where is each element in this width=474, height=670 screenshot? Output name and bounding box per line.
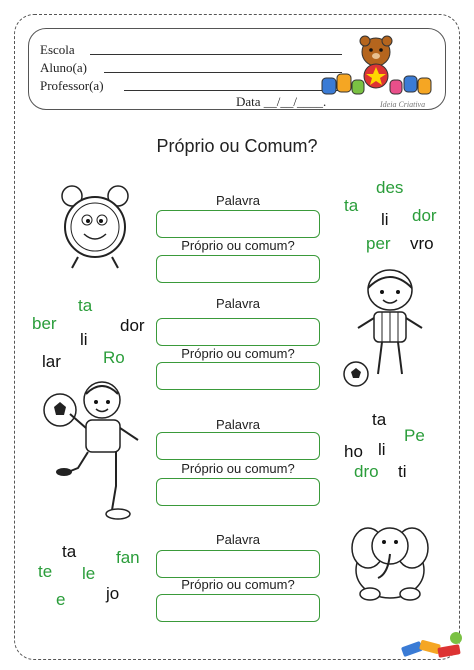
- syllable: dro: [354, 462, 379, 481]
- word-box-4[interactable]: [156, 550, 320, 578]
- teacher-line: [40, 78, 340, 94]
- syllable: ti: [398, 462, 407, 481]
- word-label-4: Palavra: [215, 532, 261, 547]
- teacher-label: Professor(a): [40, 78, 104, 93]
- answer-box-2[interactable]: [156, 362, 320, 390]
- date-line: [236, 94, 326, 110]
- question-label-4: Próprio ou comum?: [181, 577, 295, 592]
- answer-box-1[interactable]: [156, 255, 320, 283]
- student-label: Aluno(a): [40, 60, 87, 75]
- syllable: li: [378, 440, 386, 459]
- brand-signature: Ideia Criativa: [380, 100, 426, 109]
- date-label: Data: [236, 94, 261, 109]
- page-title: Próprio ou Comum?: [156, 136, 318, 156]
- syllable: jo: [106, 584, 120, 603]
- syllable: lar: [42, 352, 61, 371]
- question-label-1: Próprio ou comum?: [181, 238, 295, 253]
- syllable: ta: [62, 542, 77, 561]
- school-label: Escola: [40, 42, 75, 57]
- syllable: ta: [78, 296, 93, 315]
- word-label-3: Palavra: [215, 417, 261, 432]
- crayons-decoration-icon: [400, 630, 466, 664]
- word-box-3[interactable]: [156, 432, 320, 460]
- word-label-1: Palavra: [215, 193, 261, 208]
- syllable: des: [376, 178, 404, 197]
- syllable: ber: [32, 314, 57, 333]
- syllable: dor: [120, 316, 145, 335]
- answer-box-3[interactable]: [156, 478, 320, 506]
- word-box-1[interactable]: [156, 210, 320, 238]
- word-label-2: Palavra: [215, 296, 261, 311]
- syllable: per: [366, 234, 391, 253]
- school-line: [40, 42, 340, 58]
- alarm-clock-icon: [50, 182, 140, 272]
- girl-soccer-icon: [340, 266, 434, 390]
- syllable: li: [80, 330, 88, 349]
- syllable: e: [56, 590, 66, 609]
- syllable: ta: [344, 196, 359, 215]
- bear-logo-icon: [318, 34, 436, 100]
- syllable: li: [381, 210, 389, 229]
- syllable: te: [38, 562, 53, 581]
- date-slots: __/__/____.: [263, 94, 327, 109]
- student-line: [40, 60, 340, 76]
- question-label-3: Próprio ou comum?: [181, 461, 295, 476]
- syllable: dor: [412, 206, 437, 225]
- syllable: le: [82, 564, 96, 583]
- elephant-icon: [340, 514, 434, 604]
- syllable: ta: [372, 410, 387, 429]
- syllable: fan: [116, 548, 140, 567]
- syllable: vro: [410, 234, 434, 253]
- syllable: Pe: [404, 426, 425, 445]
- boy-soccer-icon: [38, 376, 150, 526]
- syllable: Ro: [103, 348, 125, 367]
- word-box-2[interactable]: [156, 318, 320, 346]
- question-label-2: Próprio ou comum?: [181, 346, 295, 361]
- syllable: ho: [344, 442, 363, 461]
- answer-box-4[interactable]: [156, 594, 320, 622]
